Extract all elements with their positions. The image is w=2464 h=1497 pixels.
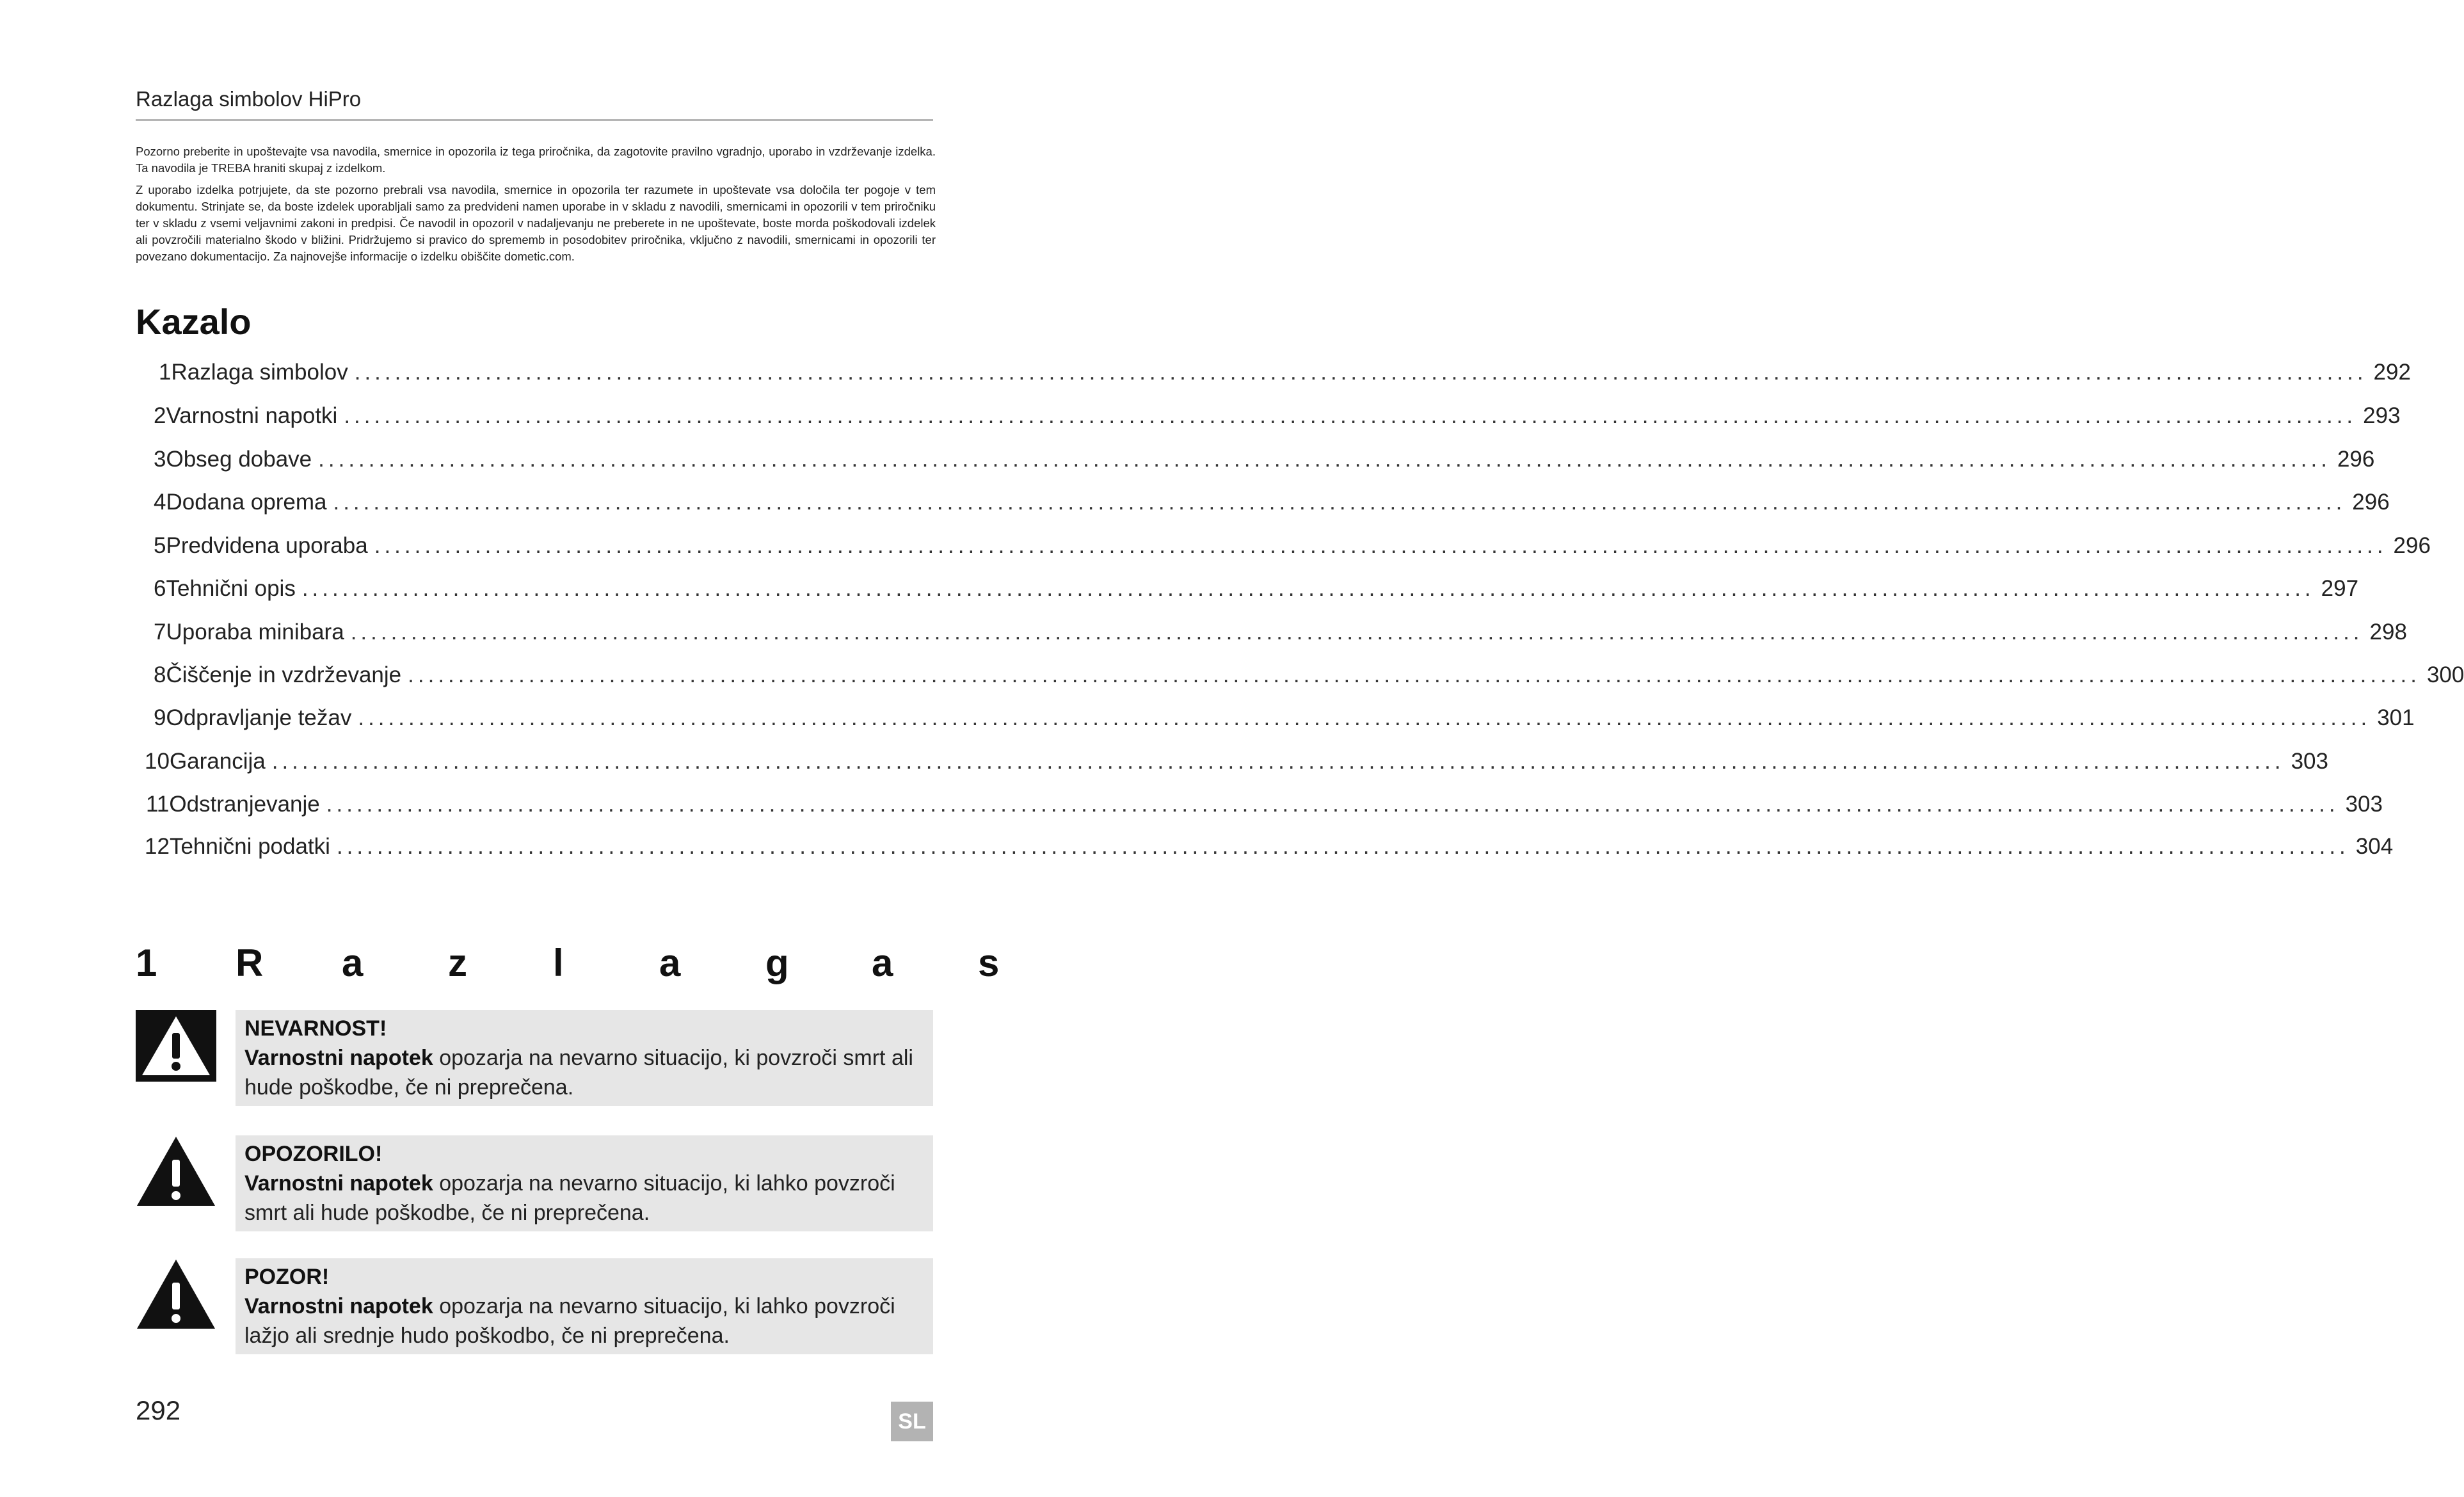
- section-heading-letter: a: [872, 941, 893, 984]
- intro-paragraph-1: [136, 143, 936, 177]
- toc-entry[interactable]: [154, 447, 2375, 480]
- toc-entry[interactable]: [145, 749, 2328, 782]
- intro-paragraph-2: [136, 182, 936, 265]
- section-heading-letter: a: [342, 941, 364, 984]
- toc-entry-label: Obseg dobave: [166, 447, 312, 472]
- section-heading-letter: a: [659, 941, 681, 984]
- toc-entry-label: Čiščenje in vzdrževanje: [166, 662, 402, 687]
- toc-entry-number: 2: [154, 403, 166, 428]
- toc-entry-number: 9: [154, 705, 166, 730]
- toc-entry-page: 293: [2363, 403, 2401, 428]
- toc-entry[interactable]: [154, 576, 2359, 609]
- notice-heading: NEVARNOST!: [244, 1016, 387, 1041]
- safety-notice: [236, 1258, 933, 1354]
- toc-entry[interactable]: [154, 705, 2415, 739]
- notice-label: Varnostni napotek: [244, 1046, 433, 1070]
- toc-leader-dots: ........................................................................................................................................................................................................: [318, 447, 2331, 472]
- safety-notice: [236, 1010, 933, 1106]
- toc-entry[interactable]: [145, 834, 2394, 867]
- toc-entry-label: Odpravljanje težav: [166, 705, 352, 730]
- toc-entry-page: 303: [2291, 749, 2328, 774]
- notice-text: opozarja na nevarno situacijo, ki lahko povzroči lažjo ali srednje hudo poškodbo, če ni preprečena.: [244, 1294, 895, 1348]
- toc-entry[interactable]: [154, 620, 2407, 653]
- toc-entry-page: 298: [2369, 620, 2407, 644]
- notice-heading: OPOZORILO!: [244, 1142, 383, 1166]
- section-heading-letter: s: [978, 941, 1000, 984]
- section-heading-letter: 1: [136, 941, 157, 984]
- section-heading: [136, 941, 1059, 992]
- toc-entry-label: Tehnični opis: [166, 576, 296, 601]
- section-heading-letter: z: [448, 941, 467, 984]
- header-divider: [136, 119, 933, 121]
- toc-leader-dots: ........................................................................................................................................................................................................: [344, 403, 2357, 428]
- toc-leader-dots: ........................................................................................................................................................................................................: [326, 792, 2339, 817]
- toc-entry-page: 301: [2377, 705, 2415, 730]
- toc-entry-number: 8: [154, 662, 166, 687]
- toc-leader-dots: ........................................................................................................................................................................................................: [350, 620, 2364, 644]
- toc-entry[interactable]: [154, 490, 2390, 523]
- toc-entry-number: 5: [154, 533, 166, 558]
- running-header: Razlaga simbolov HiPro: [136, 87, 362, 111]
- page-number: 292: [136, 1395, 181, 1425]
- toc-entry-label: Tehnični podatki: [169, 834, 330, 859]
- toc-entry-number: 3: [154, 447, 166, 472]
- toc-entry-number: 6: [154, 576, 166, 601]
- toc-entry-page: 303: [2345, 792, 2383, 817]
- toc-leader-dots: ........................................................................................................................................................................................................: [336, 834, 2349, 859]
- section-heading-letter: g: [765, 941, 789, 984]
- language-badge: SL: [891, 1402, 933, 1441]
- notice-label: Varnostni napotek: [244, 1171, 433, 1196]
- toc-entry-page: 297: [2321, 576, 2359, 601]
- toc-title: Kazalo: [136, 301, 252, 342]
- toc-entry[interactable]: [159, 360, 2411, 393]
- toc-entry-label: Dodana oprema: [166, 490, 327, 515]
- toc-entry-label: Odstranjevanje: [169, 792, 320, 817]
- section-heading-letter: l: [553, 941, 564, 984]
- toc-entry-label: Garancija: [169, 749, 266, 774]
- toc-entry-number: 10: [145, 749, 170, 774]
- toc-leader-dots: ........................................................................................................................................................................................................: [333, 490, 2346, 515]
- toc-leader-dots: ........................................................................................................................................................................................................: [408, 662, 2420, 687]
- toc-leader-dots: ........................................................................................................................................................................................................: [374, 533, 2387, 558]
- toc-leader-dots: ........................................................................................................................................................................................................: [271, 749, 2285, 774]
- toc-entry[interactable]: [154, 403, 2401, 436]
- toc-entry-page: 292: [2373, 360, 2411, 385]
- toc-entry-number: 11: [146, 792, 170, 817]
- toc-entry-label: Varnostni napotki: [166, 403, 338, 428]
- toc-leader-dots: ........................................................................................................................................................................................................: [358, 705, 2371, 730]
- warning-triangle-icon: [136, 1135, 216, 1207]
- toc-leader-dots: ........................................................................................................................................................................................................: [354, 360, 2367, 385]
- toc-entry-page: 300: [2426, 662, 2464, 687]
- toc-entry-page: 296: [2337, 447, 2375, 472]
- toc-entry-label: Predvidena uporaba: [166, 533, 368, 558]
- toc-entry-label: Uporaba minibara: [166, 620, 344, 644]
- notice-text: opozarja na nevarno situacijo, ki lahko povzroči smrt ali hude poškodbe, če ni preprečena.: [244, 1171, 895, 1225]
- toc-entry[interactable]: [154, 662, 2464, 696]
- toc-entry-page: 304: [2355, 834, 2394, 859]
- warning-triangle-square-icon: [136, 1010, 216, 1082]
- intro-text-1: Pozorno preberite in upoštevajte vsa navodila, smernice in opozorila iz tega priročnika, da zagotovite pravilno vgradnjo, uporabo in vzdrževanje izdelka. Ta navodila je TREBA hraniti skupaj z izdelkom.: [136, 145, 936, 175]
- toc-entry-number: 1: [159, 360, 172, 385]
- safety-notice: [236, 1135, 933, 1231]
- intro-text-2: Z uporabo izdelka potrjujete, da ste pozorno prebrali vsa navodila, smernice in opozorila ter razumete in upoštevate vsa določila ter pogoje v tem dokumentu. Strinjate se, da boste izdelek uporabljali samo za predvideni namen uporabe in v skladu z navodili, smernicami in opozorili v tem priročniku ter v skladu z vsemi veljavnimi zakoni in predpisi. Če navodil in opozoril v nadaljevanju ne preberete in ne upoštevate, boste morda poškodovali izdelek ali povzročili materialno škodo v bližini. Pridržujemo si pravico do sprememb in posodobitev priročnika, vključno z navodili, smernicami in opozorili ter povezano dokumentacijo. Za najnovejše informacije o izdelku obiščite dometic.com.: [136, 183, 936, 263]
- notice-text: opozarja na nevarno situacijo, ki povzroči smrt ali hude poškodbe, če ni preprečena.: [244, 1046, 913, 1100]
- toc-entry-label: Razlaga simbolov: [171, 360, 348, 385]
- toc-entry[interactable]: [146, 792, 2383, 825]
- notice-label: Varnostni napotek: [244, 1294, 433, 1318]
- toc-entry[interactable]: [154, 533, 2431, 566]
- toc-entry-page: 296: [2393, 533, 2431, 558]
- toc-entry-page: 296: [2352, 490, 2390, 515]
- toc-entry-number: 4: [154, 490, 166, 515]
- toc-entry-number: 12: [145, 834, 170, 859]
- toc-leader-dots: ........................................................................................................................................................................................................: [301, 576, 2315, 601]
- notice-heading: POZOR!: [244, 1265, 330, 1289]
- warning-triangle-icon: [136, 1258, 216, 1330]
- toc-entry-number: 7: [154, 620, 166, 644]
- section-heading-letter: R: [236, 941, 264, 984]
